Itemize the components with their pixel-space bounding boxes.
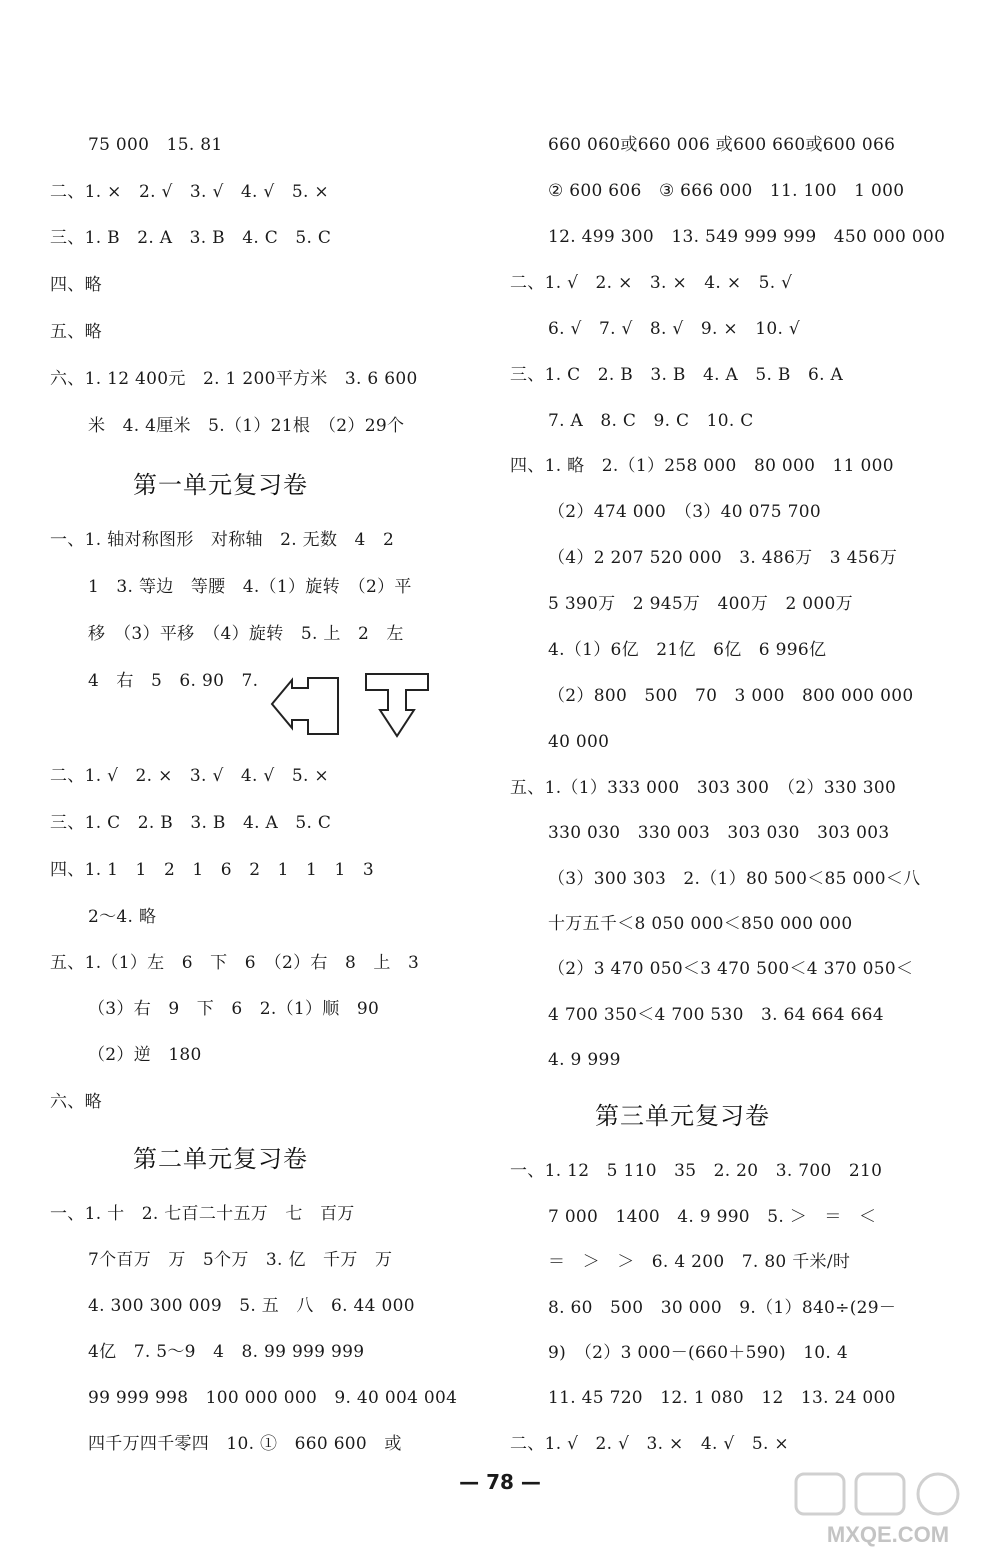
answer-line: 4 700 350＜4 700 530 3. 64 664 664 <box>548 1005 884 1025</box>
answer-line: 330 030 330 003 303 030 303 003 <box>548 823 890 843</box>
answer-line: （3）右 9 下 6 2.（1）顺 90 <box>88 999 380 1019</box>
answer-line: 十万五千＜8 050 000＜850 000 000 <box>548 914 853 934</box>
answer-line: 99 999 998 100 000 000 9. 40 004 004 <box>88 1388 458 1408</box>
answer-line: ＝ ＞ ＞ 6. 4 200 7. 80 千米/时 <box>548 1252 851 1272</box>
answer-line: 1 3. 等边 等腰 4.（1）旋转 （2）平 <box>88 577 412 597</box>
answer-line: 6. √ 7. √ 8. √ 9. × 10. √ <box>548 319 801 339</box>
answer-line: （2）474 000 （3）40 075 700 <box>548 502 821 522</box>
answer-line: 7个百万 万 5个万 3. 亿 千万 万 <box>88 1250 393 1270</box>
answer-line: （4）2 207 520 000 3. 486万 3 456万 <box>548 548 898 568</box>
answer-line: 二、1. × 2. √ 3. √ 4. √ 5. × <box>50 182 329 202</box>
answer-line: 5 390万 2 945万 400万 2 000万 <box>548 594 853 614</box>
answer-line: 三、1. C 2. B 3. B 4. A 5. C <box>50 813 332 833</box>
answer-line: 三、1. C 2. B 3. B 4. A 5. B 6. A <box>510 365 844 385</box>
answer-line: 四、1. 略 2.（1）258 000 80 000 11 000 <box>510 456 894 476</box>
answer-line: 三、1. B 2. A 3. B 4. C 5. C <box>50 228 332 248</box>
answer-line: 4. 9 999 <box>548 1050 621 1070</box>
answer-line: 米 4. 4厘米 5.（1）21根 （2）29个 <box>88 416 405 436</box>
answer-line: 660 060或660 006 或600 660或600 066 <box>548 135 896 155</box>
page-number: — 78 — <box>459 1470 541 1494</box>
answer-line: 4. 300 300 009 5. 五 八 6. 44 000 <box>88 1296 415 1316</box>
answer-line: 六、略 <box>50 1092 102 1112</box>
answer-line: ② 600 606 ③ 666 000 11. 100 1 000 <box>548 181 905 201</box>
answer-line: 12. 499 300 13. 549 999 999 450 000 000 <box>548 227 946 247</box>
answer-line: 二、1. √ 2. × 3. √ 4. √ 5. × <box>50 766 329 786</box>
answer-line: 四千万四千零四 10. ① 660 600 或 <box>88 1434 402 1454</box>
answer-line: 7. A 8. C 9. C 10. C <box>548 411 754 431</box>
arrow-shapes-figure <box>268 670 438 742</box>
answer-line: 四、1. 1 1 2 1 6 2 1 1 1 3 <box>50 860 374 880</box>
watermark-text: MXQE.COM <box>826 1522 950 1547</box>
answer-line: 9) （2）3 000－(660＋590) 10. 4 <box>548 1343 848 1363</box>
answer-line: 移 （3）平移 （4）旋转 5. 上 2 左 <box>88 624 404 644</box>
answer-line: 二、1. √ 2. √ 3. × 4. √ 5. × <box>510 1434 789 1454</box>
answer-line: （2）3 470 050＜3 470 500＜4 370 050＜ <box>548 959 914 979</box>
unit1-heading: 第一单元复习卷 <box>133 471 308 499</box>
answer-line: 二、1. √ 2. × 3. × 4. × 5. √ <box>510 273 793 293</box>
answer-line: 7 000 1400 4. 9 990 5. ＞ ＝ ＜ <box>548 1207 877 1227</box>
unit2-heading: 第二单元复习卷 <box>133 1145 308 1173</box>
down-arrow-shape <box>366 674 428 736</box>
answer-line: 五、1.（1）333 000 303 300 （2）330 300 <box>510 778 897 798</box>
answer-line: 一、1. 轴对称图形 对称轴 2. 无数 4 2 <box>50 530 395 550</box>
answer-line: 4亿 7. 5～9 4 8. 99 999 999 <box>88 1342 365 1362</box>
answer-line: 4 右 5 6. 90 7. <box>88 671 259 691</box>
answer-line: 一、1. 12 5 110 35 2. 20 3. 700 210 <box>510 1161 883 1181</box>
watermark-logo <box>788 1470 988 1550</box>
answer-line: （2）逆 180 <box>88 1045 202 1065</box>
answer-line: 11. 45 720 12. 1 080 12 13. 24 000 <box>548 1388 896 1408</box>
answer-line: 75 000 15. 81 <box>88 135 223 155</box>
answer-line: （3）300 303 2.（1）80 500＜85 000＜八 <box>548 869 921 889</box>
answer-line: 2～4. 略 <box>88 907 157 927</box>
answer-line: 四、略 <box>50 275 102 295</box>
answer-line: （2）800 500 70 3 000 800 000 000 <box>548 686 914 706</box>
answer-line: 六、1. 12 400元 2. 1 200平方米 3. 6 600 <box>50 369 418 389</box>
answer-line: 五、1.（1）左 6 下 6 （2）右 8 上 3 <box>50 953 420 973</box>
answer-line: 4.（1）6亿 21亿 6亿 6 996亿 <box>548 640 827 660</box>
answer-line: 一、1. 十 2. 七百二十五万 七 百万 <box>50 1204 355 1224</box>
answer-line: 8. 60 500 30 000 9.（1）840÷(29－ <box>548 1298 897 1318</box>
answer-line: 五、略 <box>50 322 102 342</box>
unit3-heading: 第三单元复习卷 <box>595 1102 770 1130</box>
answer-line: 40 000 <box>548 732 610 752</box>
left-arrow-shape <box>272 678 338 734</box>
